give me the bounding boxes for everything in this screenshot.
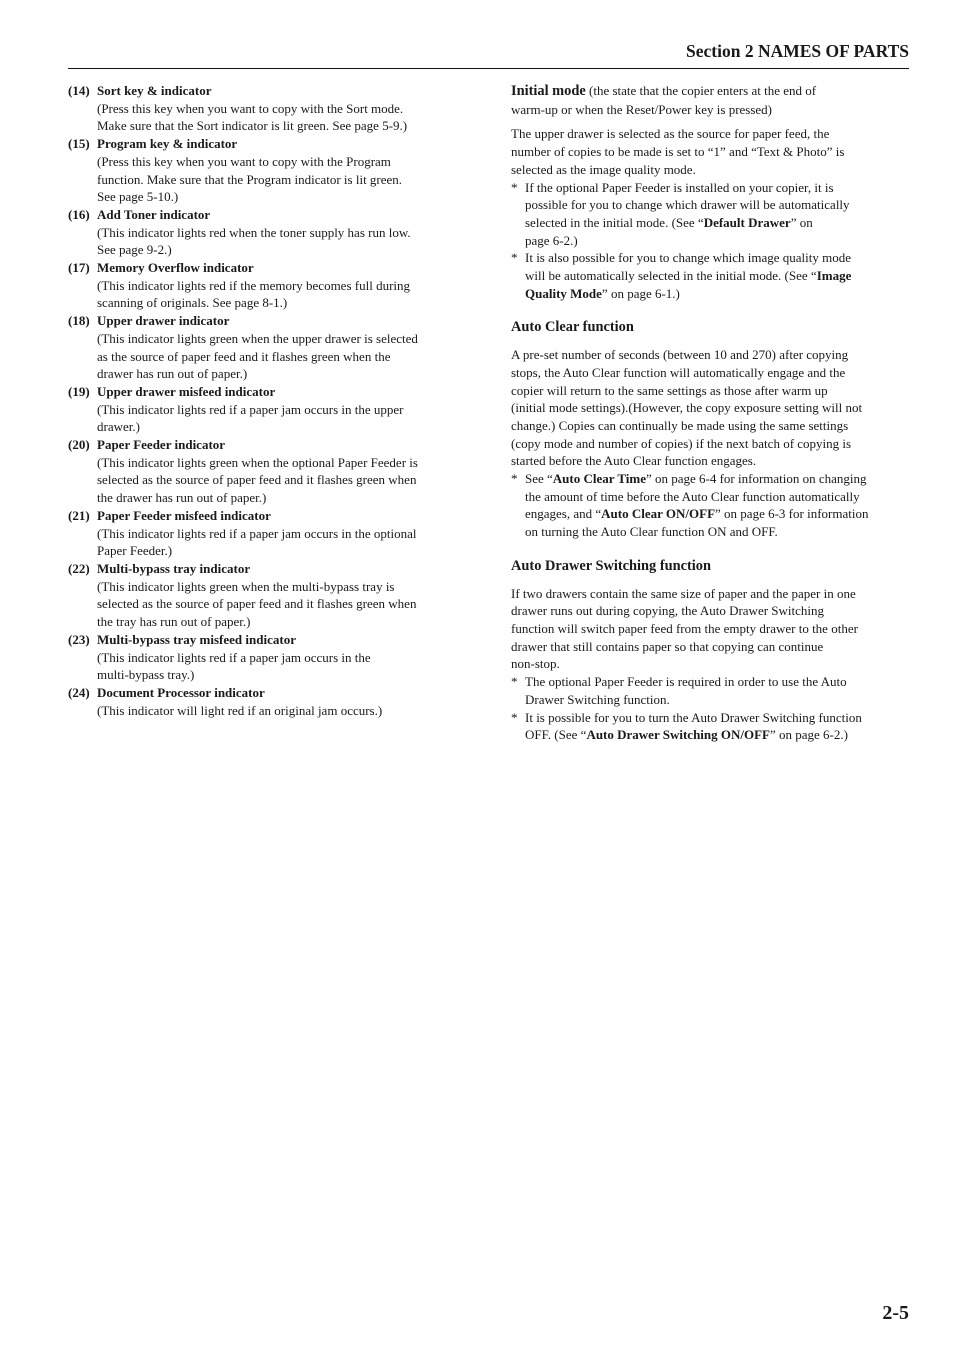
- list-item: [68, 383, 468, 436]
- auto-drawer-section: [511, 558, 911, 744]
- body-line: selected as the image quality mode.: [511, 161, 696, 177]
- page-header: [68, 40, 909, 69]
- item-number: (22): [68, 560, 90, 576]
- body-line: (initial mode settings).(However, the copy exposure setting will not: [511, 400, 863, 416]
- note-text: ” on page 6-1.): [601, 285, 680, 301]
- body-line: started before the Auto Clear function engages.: [511, 453, 757, 469]
- item-desc-line: the drawer has run out of paper.): [97, 490, 267, 506]
- auto-clear-heading: Auto Clear function: [511, 319, 634, 336]
- item-desc-line: (This indicator lights green when the multi-bypass tray is: [97, 578, 395, 594]
- item-desc-line: selected as the source of paper feed and it flashes green when: [97, 596, 417, 612]
- body-line: change.) Copies can continually be made using the same settings: [511, 417, 849, 433]
- note-line: the amount of time before the Auto Clear function automatically: [525, 488, 860, 504]
- list-item: [68, 82, 468, 135]
- item-title: Sort key & indicator: [97, 83, 212, 98]
- item-number: (16): [68, 206, 90, 222]
- initial-mode-body: [511, 125, 911, 178]
- item-title: Multi-bypass tray misfeed indicator: [97, 631, 296, 647]
- note: [511, 709, 911, 744]
- item-title: Upper drawer misfeed indicator: [97, 383, 276, 399]
- item-desc-line: Paper Feeder.): [97, 543, 173, 559]
- setting-name: Auto Clear ON/OFF: [601, 506, 716, 522]
- note: [511, 179, 911, 250]
- initial-mode-heading: Initial mode: [511, 83, 586, 99]
- note-text: will be automatically selected in the initial mode. (See “: [525, 268, 817, 284]
- item-desc-line: See page 9-2.): [97, 242, 172, 258]
- item-desc-line: selected as the source of paper feed and it flashes green when: [97, 472, 417, 488]
- item-number: (20): [68, 437, 90, 453]
- note-line: The optional Paper Feeder is required in order to use the Auto: [525, 674, 847, 690]
- asterisk-icon: *: [511, 471, 518, 487]
- setting-name: Auto Drawer Switching ON/OFF: [586, 727, 770, 743]
- item-desc-line: drawer.): [97, 419, 140, 435]
- body-line: drawer that still contains paper so that copying can continue: [511, 638, 824, 654]
- item-desc-line: the tray has run out of paper.): [97, 614, 251, 630]
- auto-drawer-heading: Auto Drawer Switching function: [511, 557, 712, 574]
- item-title: Multi-bypass tray indicator: [97, 560, 251, 576]
- item-desc-line: as the source of paper feed and it flashes green when the: [97, 348, 391, 364]
- item-desc-line: (This indicator lights red when the toner supply has run low.: [97, 224, 411, 240]
- item-desc-line: (This indicator lights green when the upper drawer is selected: [97, 330, 418, 346]
- initial-mode-subtitle: (the state that the copier enters at the end of: [589, 83, 817, 98]
- note-text: See “: [525, 471, 553, 487]
- auto-clear-section: [511, 319, 911, 540]
- item-desc-line: (This indicator lights green when the optional Paper Feeder is: [97, 454, 418, 470]
- note-line: possible for you to change which drawer will be automatically: [525, 197, 850, 213]
- body-line: copier will return to the same settings as those after warm up: [511, 382, 828, 398]
- item-title: Paper Feeder indicator: [97, 437, 226, 453]
- note-text: OFF. (See “: [525, 727, 587, 743]
- note-line: It is also possible for you to change which image quality mode: [525, 250, 852, 266]
- item-number: (14): [68, 83, 90, 98]
- auto-drawer-body: [511, 585, 911, 674]
- note-text: selected in the initial mode. (See “: [525, 214, 704, 230]
- initial-mode-section: [511, 82, 911, 302]
- note-line: It is possible for you to turn the Auto Drawer Switching function: [525, 709, 862, 725]
- auto-clear-body: [511, 346, 911, 470]
- item-title: Document Processor indicator: [97, 684, 265, 700]
- item-number: (23): [68, 631, 90, 647]
- item-number: (24): [68, 684, 90, 700]
- body-line: drawer runs out during copying, the Auto Drawer Switching: [511, 603, 825, 619]
- item-title: Paper Feeder misfeed indicator: [97, 507, 271, 523]
- item-desc-line: (This indicator lights red if a paper jam occurs in the upper: [97, 401, 404, 417]
- note-text: ” on: [790, 214, 813, 230]
- item-desc-line: (This indicator will light red if an original jam occurs.): [97, 702, 383, 718]
- initial-mode-subtitle: warm-up or when the Reset/Power key is pressed): [511, 101, 773, 117]
- note-text: ” on page 6-3 for information: [715, 506, 869, 522]
- list-item: [68, 507, 468, 560]
- item-desc-line: See page 5-10.): [97, 189, 179, 205]
- list-item: [68, 206, 468, 259]
- list-item: [68, 436, 468, 507]
- indicator-list: [68, 82, 468, 719]
- setting-name: Image: [816, 268, 852, 284]
- item-desc-line: drawer has run out of paper.): [97, 366, 248, 382]
- asterisk-icon: *: [511, 179, 518, 195]
- note: [511, 249, 911, 302]
- list-item: [68, 135, 468, 206]
- body-line: A pre-set number of seconds (between 10 and 270) after copying: [511, 347, 849, 363]
- note: [511, 673, 911, 708]
- asterisk-icon: *: [511, 709, 518, 725]
- item-number: (17): [68, 260, 90, 276]
- list-item: [68, 560, 468, 631]
- item-desc-line: Make sure that the Sort indicator is lit green. See page 5-9.): [97, 118, 408, 134]
- item-desc-line: (This indicator lights red if the memory becomes full during: [97, 277, 411, 293]
- item-desc-line: function. Make sure that the Program indicator is lit green.: [97, 171, 403, 187]
- body-line: If two drawers contain the same size of paper and the paper in one: [511, 585, 856, 601]
- body-line: (copy mode and number of copies) if the next batch of copying is: [511, 435, 852, 451]
- asterisk-icon: *: [511, 674, 518, 690]
- item-desc-line: (Press this key when you want to copy with the Sort mode.: [97, 100, 404, 116]
- item-title: Program key & indicator: [97, 136, 238, 152]
- note-line: Drawer Switching function.: [525, 691, 670, 707]
- asterisk-icon: *: [511, 250, 518, 266]
- item-desc-line: (This indicator lights red if a paper jam occurs in the optional: [97, 525, 417, 541]
- note-line: page 6-2.): [525, 232, 578, 248]
- note-text: ” on page 6-2.): [770, 727, 848, 743]
- item-desc-line: scanning of originals. See page 8-1.): [97, 295, 288, 311]
- setting-name: Default Drawer: [703, 214, 791, 230]
- body-line: stops, the Auto Clear function will automatically engage and the: [511, 364, 846, 380]
- item-number: (21): [68, 507, 90, 523]
- item-desc-line: (Press this key when you want to copy with the Program: [97, 153, 391, 169]
- item-title: Upper drawer indicator: [97, 313, 230, 329]
- right-column: [511, 82, 911, 744]
- item-desc-line: (This indicator lights red if a paper jam occurs in the: [97, 649, 371, 665]
- list-item: [68, 684, 468, 719]
- body-line: The upper drawer is selected as the source for paper feed, the: [511, 126, 830, 142]
- list-item: [68, 631, 468, 684]
- item-title: Add Toner indicator: [97, 206, 211, 222]
- list-item: [68, 259, 468, 312]
- note: [511, 470, 911, 541]
- page-number: 2-5: [882, 1302, 909, 1324]
- list-item: [68, 312, 468, 383]
- setting-name: Auto Clear Time: [552, 471, 646, 487]
- note-line: If the optional Paper Feeder is installed on your copier, it is: [525, 179, 834, 195]
- body-line: function will switch paper feed from the empty drawer to the other: [511, 620, 858, 636]
- note-text: ” on page 6-4 for information on changing: [645, 471, 867, 487]
- body-line: number of copies to be made is set to “1” and “Text & Photo” is: [511, 144, 845, 160]
- item-desc-line: multi-bypass tray.): [97, 667, 195, 683]
- note-line: on turning the Auto Clear function ON and OFF.: [525, 524, 778, 540]
- section-title: Section 2 NAMES OF PARTS: [686, 41, 909, 61]
- setting-name: Quality Mode: [525, 285, 602, 301]
- body-line: non-stop.: [511, 656, 560, 672]
- note-text: engages, and “: [525, 506, 602, 522]
- item-number: (19): [68, 383, 90, 399]
- item-title: Memory Overflow indicator: [97, 260, 254, 276]
- item-number: (15): [68, 136, 90, 152]
- item-number: (18): [68, 313, 90, 329]
